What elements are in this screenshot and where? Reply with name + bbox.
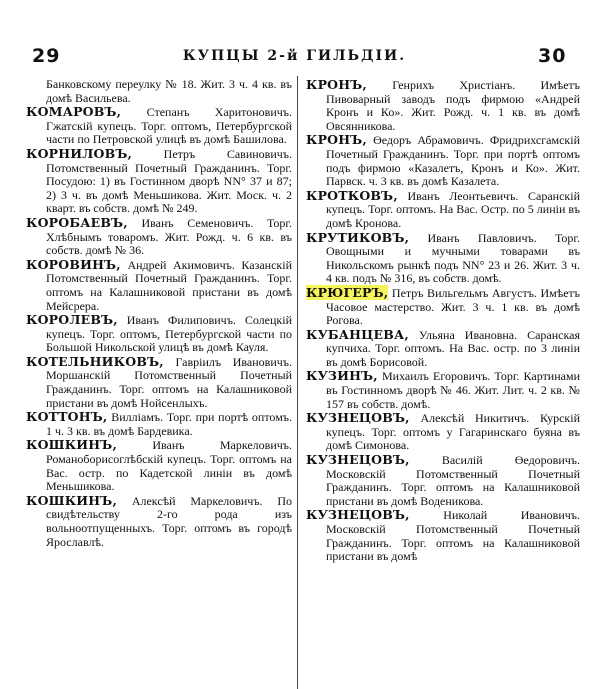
- entry-text: Алексѣй Маркеловичъ. По свидѣтельству 2-го рода изъ вольноотпущенныхъ. Торг. оптомъ въ городѣ Ярославлѣ.: [46, 493, 292, 549]
- directory-entry: [306, 189, 580, 231]
- merchant-surname: КОРОЛЕВЪ,: [26, 312, 118, 328]
- directory-entry: [306, 78, 580, 133]
- directory-entry: [306, 328, 580, 370]
- entry-text: Гавріилъ Ивановичъ. Моршанскій Потомственный Почетный Гражданинъ. Торг. оптомъ на Калашниковой пристани въ домѣ Нойсенлыхъ.: [46, 354, 292, 410]
- entry-text: Иванъ Семеновичъ. Торг. Хлѣбнымъ товаромъ. Жит. Рожд. ч. 6 кв. въ собств. домѣ № 36.: [46, 215, 292, 258]
- entry-text: Өедоръ Абрамовичъ. Фридрихсгамскій Почетный Гражданинъ. Торг. при портѣ оптомъ подъ фирмою «Казалетъ, Кронъ и Ко». Жит. Парвск. ч. 3 кв. въ домѣ Казалета.: [326, 133, 581, 189]
- right-column: [306, 78, 580, 564]
- entry-text: Андрей Акимовичъ. Казанскій Потомственный Почетный Гражданинъ. Торг. оптомъ на Калашниковой пристани въ домѣ Мейсрера.: [46, 257, 293, 313]
- merchant-surname: КРОНЪ,: [306, 132, 367, 148]
- merchant-surname: КУЗНЕЦОВЪ,: [306, 410, 410, 426]
- page-title: КУПЦЫ 2-й ГИЛЬДІИ.: [182, 48, 407, 64]
- merchant-surname: КОТТОНЪ,: [26, 409, 108, 425]
- entry-text: Иванъ Филиповичъ. Солецкій купецъ. Торг. оптомъ, Петербургской части по Большой Никольской улицѣ въ домѣ Кауля.: [46, 313, 293, 355]
- merchant-surname: КОШКИНЪ,: [26, 492, 118, 508]
- page-number-left: 29: [32, 45, 61, 67]
- merchant-surname: КОРОБАЕВЪ,: [26, 214, 128, 230]
- page-number-right: 30: [538, 45, 567, 67]
- entry-text: Генрихъ Христіанъ. Имѣетъ Пивоварный заводъ подъ фирмою «Андрей Кронъ и Ко». Жит. Рожд. ч. 1 кв. въ домѣ Овсянникова.: [326, 78, 581, 133]
- directory-entry: [306, 369, 580, 411]
- directory-entry: [26, 410, 292, 438]
- merchant-surname: КОШКИНЪ,: [26, 437, 118, 453]
- entry-text: Николай Ивановичъ. Московскій Потомственный Почетный Гражданинъ. Торг. оптомъ на Калашниковой пристани въ домѣ: [326, 508, 581, 564]
- merchant-surname: КРУТИКОВЪ,: [306, 229, 410, 245]
- left-column: [26, 78, 292, 549]
- merchant-surname: КУЗНЕЦОВЪ,: [306, 507, 410, 523]
- entry-text: Ульяна Ивановна. Саранская купчиха. Торг. оптомъ. На Вас. остр. по 3 линіи въ домѣ Борисовой.: [326, 327, 581, 369]
- merchant-surname: КОРНИЛОВЪ,: [26, 145, 133, 161]
- entry-text: Василій Өедоровичъ. Московскій Потомственный Почетный Гражданинъ. Торг. оптомъ на Калашниковой пристани въ домѣ Воденикова.: [326, 453, 580, 508]
- column-divider: [297, 76, 298, 689]
- entry-text: Петръ Савиновичъ. Потомственный Почетный Гражданинъ. Торг. Посудою: 1) въ Гостинном дворѣ NN° 37 и 87; 2) 3 ч. въ домѣ Меньшикова. Жит. Моск. ч. 2 кварт. въ собств. домѣ № 249.: [46, 146, 292, 216]
- directory-entry: [306, 286, 580, 328]
- merchant-surname: КОРОВИНЪ,: [26, 256, 121, 272]
- directory-entry: [26, 313, 292, 355]
- directory-entry: [26, 258, 292, 313]
- directory-entry: [306, 133, 580, 188]
- directory-entry: [26, 216, 292, 258]
- entry-text: Михаилъ Егоровичъ. Торг. Картинами въ Гостинномъ дворѣ № 46. Жит. Лит. ч. 2 кв. № 157 въ собств. домѣ.: [326, 369, 580, 411]
- entry-text: Алексѣй Никитичъ. Курскій купецъ. Торг. оптомъ у Гагаринскаго буяна въ домѣ Симонова.: [326, 411, 580, 453]
- directory-entry: [306, 508, 580, 563]
- entry-text: Иванъ Павловичъ. Торг. Овощными и мучными товарами въ Никольскомъ рынкѣ подъ NN° 23 и 26. Жит. 3 ч. 4 кв. подъ № 316, въ собств. домѣ.: [326, 230, 580, 286]
- directory-entry: [306, 453, 580, 508]
- entry-text: Степанъ Харитоновичъ. Гжатскій купецъ. Торг. оптомъ, Петербургской части по Петровской улицѣ въ домѣ Башилова.: [46, 105, 293, 147]
- page-header: [0, 0, 589, 78]
- merchant-surname: КУЗИНЪ,: [306, 368, 378, 384]
- merchant-surname: КРОНЪ,: [306, 77, 367, 92]
- entry-text: Вилліамъ. Торг. при портѣ оптомъ. 1 ч. 3 кв. въ домѣ Бардевика.: [46, 410, 292, 438]
- directory-entry: [26, 438, 292, 493]
- merchant-surname: КОТЕЛЬНИКОВЪ,: [26, 353, 164, 369]
- merchant-surname: КУБАНЦЕВА,: [306, 326, 409, 342]
- directory-entry: [26, 147, 292, 216]
- merchant-surname: КУЗНЕЦОВЪ,: [306, 452, 410, 468]
- merchant-surname: КРЮГЕРЪ,: [306, 284, 389, 300]
- directory-entry: [26, 105, 292, 147]
- merchant-surname: КРОТКОВЪ,: [306, 187, 398, 203]
- entry-text: Петръ Вильгельмъ Августъ. Имѣетъ Часовое мастерство. Жит. 3 ч. 1 кв. въ домѣ Рогова.: [326, 285, 581, 328]
- entry-text: Иванъ Леонтьевичъ. Саранскій купецъ. Торг. оптомъ. На Вас. Остр. по 5 линіи въ домѣ Кронова.: [326, 188, 581, 230]
- entry-text: Иванъ Маркеловичъ. Романоборисоглѣбскій купецъ. Торг. оптомъ на Вас. остр. по Кадетской линіи въ домѣ Меньшикова.: [46, 438, 292, 494]
- merchant-surname: КОМАРОВЪ,: [26, 104, 122, 120]
- directory-entry: [306, 231, 580, 286]
- directory-entry: [26, 355, 292, 410]
- directory-entry: [306, 411, 580, 453]
- directory-entry: [26, 78, 292, 105]
- entry-text: Банковскому переулку № 18. Жит. 3 ч. 4 кв. въ домѣ Васильева.: [46, 77, 292, 105]
- directory-entry: [26, 494, 292, 549]
